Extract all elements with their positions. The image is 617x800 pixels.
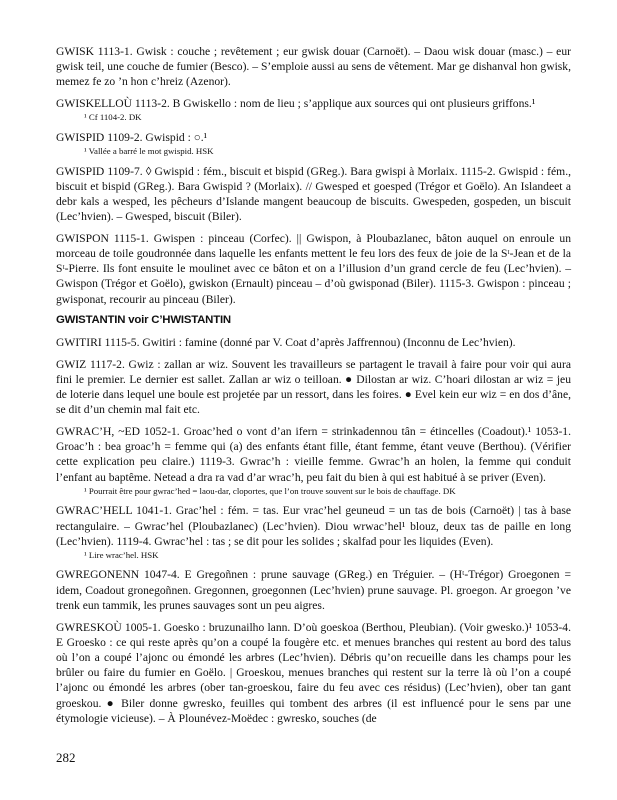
entry-gwreskou-text: GWRESKOÙ 1005-1. Goesko : bruzunailho lann. D’où goeskoa (Berthou, Pleubian). (Voir gwesko.)¹ 1053-4. E Groesko : ce qui reste après qu’on a coupé la fougère etc. et menues branches qui restent au bord des talus où l’on a coupé l’ajonc ou émondé les arbres (Lec’hvien). Débris qu’on recueille dans les champs pour les brûler ou faire du fumier en Goëlo. | Groeskou, menues branches qui restent sur la terre là où l’on a coupé l’ajonc ou émondé les arbres (ober tan-groeskou, faire du feu avec ces résidus) (Lec’hvien), ober tan gant groeskou. ● Biler donne gwresko, feuilles qui tombent des arbres (il est influencé pour le sens par une étymologie vicieuse). – À Plounévez-Moëdec : gwresko, souches (de [56, 620, 571, 725]
entry-gwisk-text: GWISK 1113-1. Gwisk : couche ; revêtement ; eur gwisk douar (Carnoët). – Daou wisk douar (masc.) – eur gwisk teil, une couche de fumier (Besco). – S’emploie aussi au sens de vêtement. Mar ge dishanval hon gwisk, memez fe zo ’n hon c’hreiz (Azenor). [56, 45, 571, 89]
entry-gwiz-text: GWIZ 1117-2. Gwiz : zallan ar wiz. Souvent les travailleurs se partagent le travail à faire pour voir qui aura fini le premier. Le dernier est sallet. Zallan ar wiz o teilloan. ● Dilostan ar wiz. C’hoari dilostan ar wiz = jeu de loterie dans lequel une boule est projetée par un ressort, dans les foires. ● Evel kein eur wiz = en dos d’âne, se dit d’un chemin mal fait etc. [56, 357, 571, 417]
footnote: ¹ Cf 1104-2. DK [84, 112, 142, 123]
entry-gwreskou [56, 620, 571, 726]
entry-gwiz [56, 357, 571, 418]
entry-gwispid-2 [56, 164, 571, 225]
entry-gwregonenn [56, 567, 571, 613]
entry-gwispon-text: GWISPON 1115-1. Gwispen : pinceau (Corfec). || Gwispon, à Ploubazlanec, bâton auquel on enroule un morceau de toile goudronnée dans laquelle les enfants mettent le feu lors des feux de joie de la Sᵗ-Jean et de la Sᵗ-Pierre. Ils font ensuite le moulinet avec ce bâton et on a l’illusion d’un grand cercle de feu (Lec’hvien). – Gwispon (Trégor et Goëlo), gwiskon (Ernault) pinceau – d’où gwisponad (Biler). 1115-3. Gwispon : pinceau ; gwisponat, recourir au pinceau (Biler). [56, 231, 571, 306]
footnote: ¹ Pourrait être pour gwrac’hed = laou-dar, cloportes, que l’on trouve souvent sur le bois de chauffage. DK [84, 485, 456, 496]
footnote: ¹ Vallée a barré le mot gwispid. HSK [84, 146, 214, 157]
entry-gwispon [56, 231, 571, 307]
entry-gwispid-1-text: GWISPID 1109-2. Gwispid : ○.¹ [56, 130, 208, 144]
entry-gwistantin [56, 313, 571, 328]
entry-gwistantin-text: GWISTANTIN voir C’HWISTANTIN [56, 314, 231, 327]
entry-gwrach-text: GWRAC’H, ~ED 1052-1. Groac’hed o vont d’an ifern = strinkadennou tân = étincelles (Coadout).¹ 1053-1. Groac’h : bea groac’h = femme qui (a) des enfants étant fille, étant femme, étant veuve (Berthou). (Vérifier cette explication peu claire.) 1119-3. Gwrac’h : vieille femme. Gwrac’h an holen, la femme qui conduit l’enfant au baptême. Netead a dra ra vad d’ar wrac’h, peu fait du bien à qui est habitué à se priver (Even). [56, 425, 571, 484]
entry-gwispid-2-text: GWISPID 1109-7. ◊ Gwispid : fém., biscuit et bispid (GReg.). Bara gwispi à Morlaix. 1115-2. Gwispid : fém., biscuit et bispid (GReg.). Bara Gwispid ? (Morlaix). // Gwesped et goesped (Trégor et Goëlo). An Islandeet a debr kals a wesped, les pêcheurs d’Islande mangent beaucoup de biscuits. Gwespeden, gospeden, un biscuit (Lec’hvien). – Gwesped, biscuit (Biler). [56, 164, 571, 224]
dictionary-page [56, 44, 571, 733]
entry-gwiskellou [56, 96, 571, 123]
entry-gwitiri-text: GWITIRI 1115-5. Gwitiri : famine (donné par V. Coat d’après Jaffrennou) (Inconnu de Lec’hvien). [56, 336, 516, 350]
footnote: ¹ Lire wrac’hel. HSK [84, 549, 159, 560]
entry-gwregonenn-text: GWREGONENN 1047-4. E Gregoñnen : prune sauvage (GReg.) en Tréguier. – (Hᵗ-Trégor) Groegonen = idem, Coadout gronegoñnen. Gregonnen, groegonnen (Lec’hvien) prune sauvage. Pl. groegon. Ar groegon ’ve trenk eun tammik, les prunes sauvages sont un peu aigres. [56, 568, 571, 612]
entry-gwrachell-text: GWRAC’HELL 1041-1. Grac’hel : fém. = tas. Eur vrac’hel geuneud = un tas de bois (Carnoët) | tas à base rectangulaire. – Gwrac’hel (Ploubazlanec) (Lec’hvien). Diou wrwac’hel¹ blouz, deux tas de paille en long (Lec’hvien). 1119-4. Gwrac’hel : tas ; se dit pour les solides ; skalfad pour les liquides (Even). [56, 504, 571, 548]
entry-gwispid-1 [56, 130, 571, 157]
entry-gwrach [56, 424, 571, 497]
entry-gwisk [56, 44, 571, 90]
entry-gwitiri [56, 335, 571, 350]
page-number: 282 [56, 750, 76, 765]
entry-gwrachell [56, 503, 571, 561]
entry-gwiskellou-text: GWISKELLOÙ 1113-2. B Gwiskello : nom de lieu ; s’applique aux sources qui ont plusieurs griffons.¹ [56, 97, 536, 111]
